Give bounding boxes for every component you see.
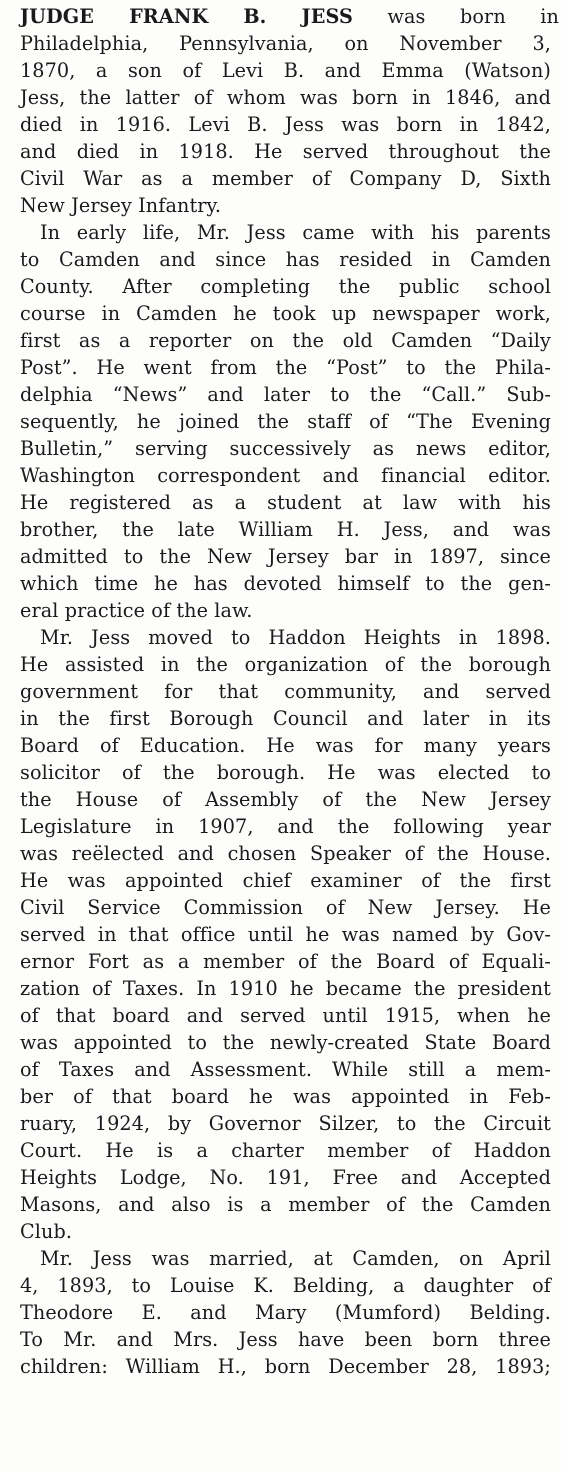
text-line: admitted to the New Jersey bar in 1897, since: [20, 545, 551, 568]
text-line: County. After completing the public school: [20, 275, 551, 298]
text-line: Civil Service Commission of New Jersey. He: [20, 896, 551, 919]
text-line: He registered as a student at law with his: [20, 491, 551, 514]
text-line: Civil War as a member of Company D, Sixth: [20, 167, 551, 190]
text-line: Jess, the latter of whom was born in 1846, and: [20, 86, 551, 109]
text-line: Club.: [20, 1220, 73, 1243]
text-line: eral practice of the law.: [20, 599, 253, 622]
text-line: served in that office until he was named by Gov-: [20, 923, 551, 946]
text-line: Washington correspondent and financial editor.: [20, 464, 551, 487]
text-line: He was appointed chief examiner of the first: [20, 869, 551, 892]
text-line: children: William H., born December 28, 1893;: [20, 1355, 551, 1378]
text-line: [0, 4, 559, 30]
text-line: of Taxes and Assessment. While still a mem-: [20, 1058, 551, 1081]
text-line: Post”. He went from the “Post” to the Phila-: [20, 356, 551, 379]
text-line: sequently, he joined the staff of “The Evening: [20, 410, 551, 433]
subject-name: JUDGE FRANK B. JESS: [20, 5, 353, 28]
text-fragment: was born in: [387, 5, 560, 28]
text-line: to Camden and since has resided in Camden: [20, 248, 551, 271]
text-line: died in 1916. Levi B. Jess was born in 1842,: [20, 113, 551, 136]
text-line: was reëlected and chosen Speaker of the House.: [20, 842, 551, 865]
text-line: Heights Lodge, No. 191, Free and Accepted: [20, 1166, 551, 1189]
text-line: first as a reporter on the old Camden “Daily: [20, 329, 551, 352]
text-line: ruary, 1924, by Governor Silzer, to the Circuit: [20, 1112, 551, 1135]
text-line: in the first Borough Council and later in its: [20, 707, 551, 730]
text-line: Board of Education. He was for many years: [20, 734, 551, 757]
text-line: course in Camden he took up newspaper work,: [20, 302, 551, 325]
text-line: was appointed to the newly-created State Board: [20, 1031, 551, 1054]
paragraph-first-line: In early life, Mr. Jess came with his parents: [40, 221, 551, 244]
text-line: Court. He is a charter member of Haddon: [20, 1139, 551, 1162]
text-line: To Mr. and Mrs. Jess have been born three: [20, 1328, 551, 1351]
text-line: New Jersey Infantry.: [20, 194, 222, 217]
text-line: brother, the late William H. Jess, and was: [20, 518, 551, 541]
text-line: solicitor of the borough. He was elected to: [20, 761, 551, 784]
paragraph-first-line: Mr. Jess moved to Haddon Heights in 1898.: [40, 626, 551, 649]
text-line: Philadelphia, Pennsylvania, on November 3,: [20, 32, 551, 55]
text-line: of that board and served until 1915, when he: [20, 1004, 551, 1027]
text-line: Bulletin,” serving successively as news editor,: [20, 437, 551, 460]
text-line: and died in 1918. He served throughout the: [20, 140, 551, 163]
text-line: zation of Taxes. In 1910 he became the president: [20, 977, 551, 1000]
text-line: government for that community, and served: [20, 680, 551, 703]
text-line: ber of that board he was appointed in Feb-: [20, 1085, 551, 1108]
text-line: Theodore E. and Mary (Mumford) Belding.: [20, 1301, 551, 1324]
text-line: 4, 1893, to Louise K. Belding, a daughter of: [20, 1274, 551, 1297]
text-line: Masons, and also is a member of the Camden: [20, 1193, 551, 1216]
text-line: delphia “News” and later to the “Call.” Sub-: [20, 383, 551, 406]
text-line: 1870, a son of Levi B. and Emma (Watson): [20, 59, 551, 82]
text-line: ernor Fort as a member of the Board of Equali-: [20, 950, 551, 973]
text-line: Legislature in 1907, and the following year: [20, 815, 551, 838]
text-line: which time he has devoted himself to the gen-: [20, 572, 551, 595]
paragraph-first-line: Mr. Jess was married, at Camden, on April: [40, 1247, 551, 1270]
text-line: He assisted in the organization of the borough: [20, 653, 551, 676]
text-line: the House of Assembly of the New Jersey: [20, 788, 551, 811]
